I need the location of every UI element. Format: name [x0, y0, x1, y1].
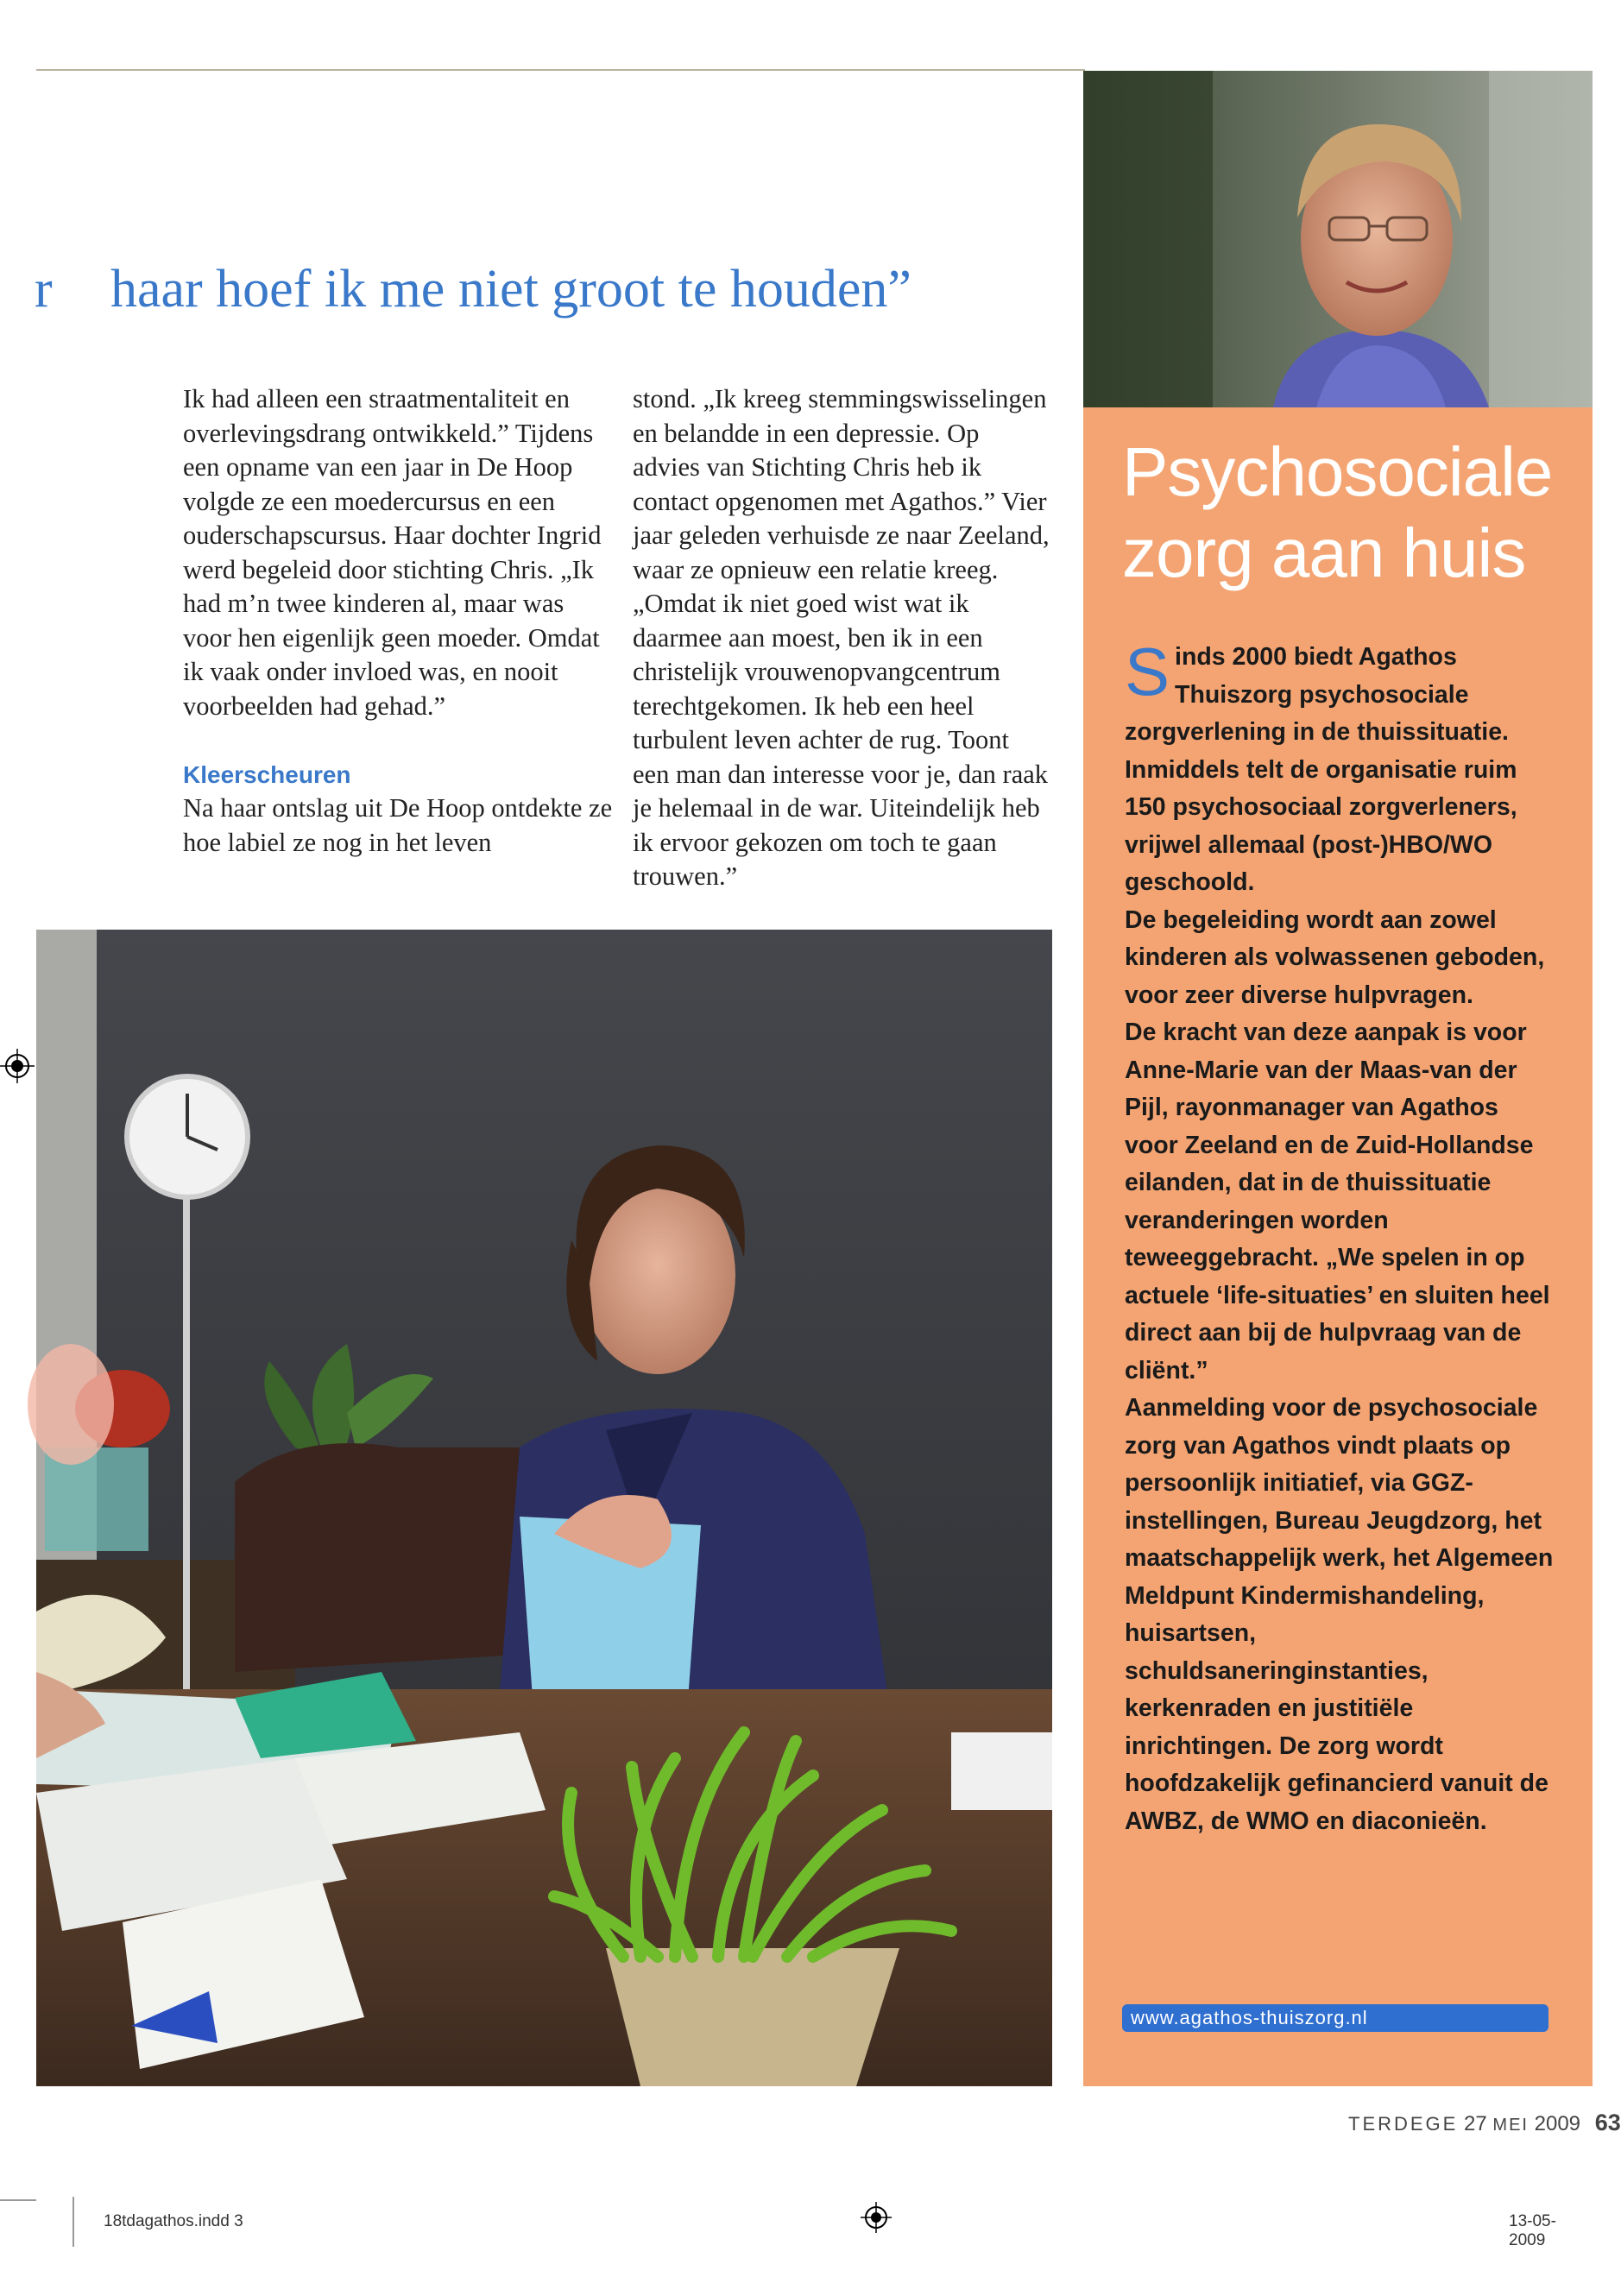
article-subheading: Kleerscheuren	[183, 761, 351, 788]
issue-year: 2009	[1534, 2112, 1581, 2135]
slug-date: 13-05-2009	[1509, 2212, 1556, 2249]
drop-cap: S	[1125, 634, 1170, 710]
main-photo	[36, 930, 1052, 2086]
crop-mark	[0, 2199, 36, 2201]
article-column-1	[183, 382, 615, 860]
article-paragraph: stond. „Ik kreeg stemmingswisselingen en belandde in een depressie. Op advies van Stichting Chris heb ik contact opgenomen met Agathos.” Vier jaar geleden verhuisde ze naar Zeeland, waar ze opnieuw een relatie kreeg. „Omdat ik niet goed wist wat ik daarmee aan moest, ben ik in een christelijk vrouwenopvangcentrum terechtgekomen. Ik heb een heel turbulent leven achter de rug. Toont een man dan interesse voor je, dan raak je helemaal in de war. Uiteindelijk heb ik ervoor gekozen om toch te gaan trouwen.”	[633, 384, 1050, 891]
website-link[interactable]: www.agathos-thuiszorg.nl	[1122, 2004, 1548, 2032]
headline-text: haar hoef ik me niet groot te houden”	[110, 260, 911, 319]
sidebar-body	[1125, 634, 1556, 1840]
article-paragraph: Na haar ontslag uit De Hoop ontdekte ze hoe labiel ze nog in het leven	[183, 793, 613, 857]
portrait-photo	[1083, 71, 1593, 407]
main-photo-illustration	[36, 930, 1052, 2086]
issue-day: 27	[1464, 2112, 1487, 2135]
registration-mark-icon	[0, 1049, 35, 1088]
sidebar-paragraph: De begeleiding wordt aan zowel kinderen als volwassenen geboden, voor zeer diverse hulpvragen.	[1125, 905, 1545, 1009]
page-footer	[1348, 2110, 1621, 2136]
sidebar-paragraph: De kracht van deze aanpak is voor Anne-Marie van der Maas-van der Pijl, rayonmanager van Agathos voor Zeeland en de Zuid-Hollandse eilanden, dat in de thuissituatie veranderingen worden teweeggebracht. „We spelen in op actuele ‘life-situaties’ en sluiten heel direct aan bij de hulpvraag van de cliënt.”	[1125, 1019, 1550, 1385]
sidebar-paragraph: Aanmelding voor de psychosociale zorg van Agathos vindt plaats op persoonlijk initiatief, via GGZ-instellingen, Bureau Jeugdzorg, het maatschappelijk werk, het Algemeen Meldpunt Kindermishandeling, huisartsen, schuldsaneringinstanties, kerkenraden en justitiële inrichtingen. De zorg wordt hoofdzakelijk gefinancierd vanuit de AWBZ, de WMO en diaconieën.	[1125, 1394, 1554, 1835]
sidebar-paragraph: inds 2000 biedt Agathos Thuiszorg psychosociale zorgverlening in de thuissituatie. Inmiddels telt de organisatie ruim 150 psychosociaal zorgverleners, vrijwel allemaal (post-)HBO/WO geschoold.	[1125, 643, 1517, 896]
portrait-photo-illustration	[1083, 71, 1593, 407]
article-column-2	[633, 382, 1051, 894]
top-rule	[36, 69, 1085, 71]
article-paragraph: Ik had alleen een straatmentaliteit en overlevingsdrang ontwikkeld.” Tijdens een opname van een jaar in De Hoop volgde ze een moedercursus en een ouderschapscursus. Haar dochter Ingrid werd begeleid door stichting Chris. „Ik had m’n twee kinderen al, maar was voor hen eigenlijk geen moeder. Omdat ik vaak onder invloed was, en nooit voorbeelden had gehad.”	[183, 384, 602, 721]
headline-stub: r	[35, 260, 53, 319]
issue-month: MEI	[1492, 2116, 1529, 2135]
sidebar-title: Psychosociale zorg aan huis	[1122, 433, 1553, 591]
slug-filename: 18tdagathos.indd 3	[104, 2212, 243, 2230]
crop-mark	[73, 2197, 74, 2247]
headline	[35, 259, 1070, 320]
registration-mark-icon	[861, 2202, 892, 2237]
page-number: 63	[1594, 2110, 1621, 2135]
magazine-name: TERDEGE	[1348, 2113, 1459, 2135]
